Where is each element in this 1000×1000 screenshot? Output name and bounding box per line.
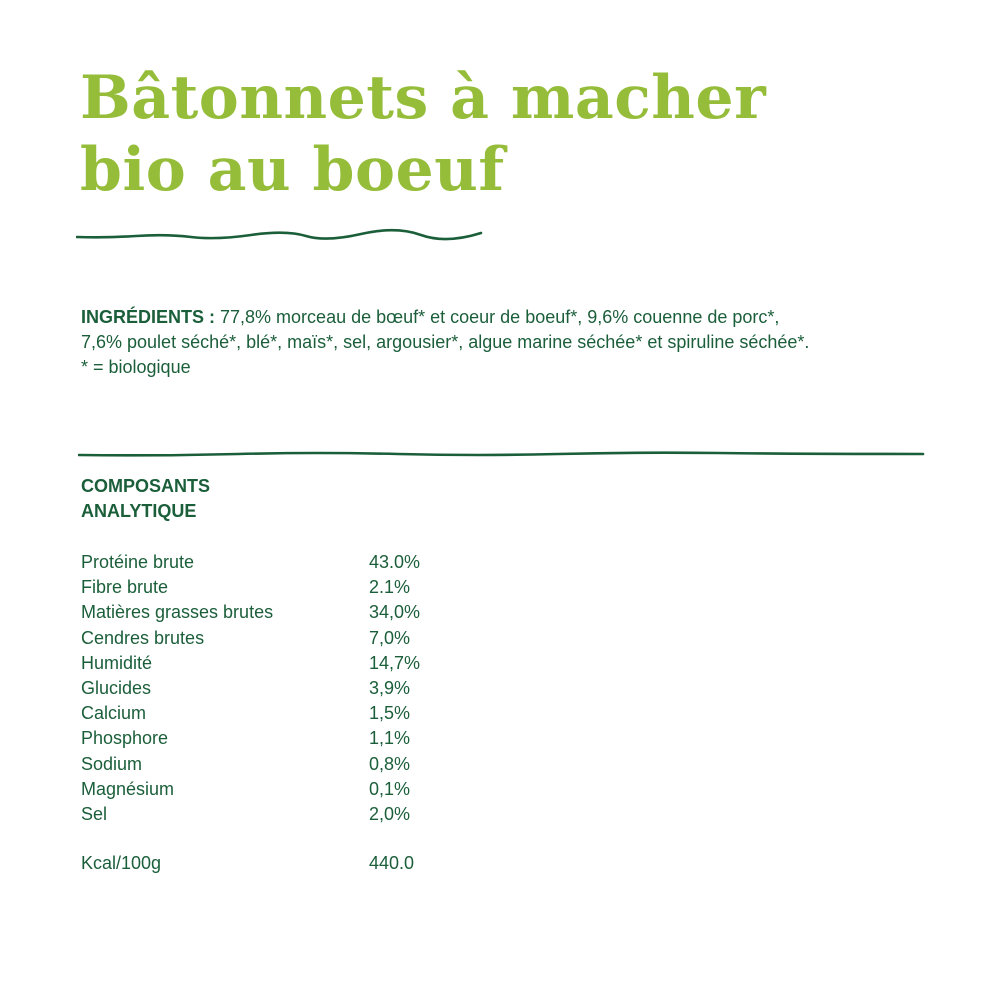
- analytics-row-name: Humidité: [81, 652, 153, 673]
- analytics-row-name: Cendres brutes: [81, 627, 205, 648]
- kcal-value: 440.0: [369, 853, 415, 873]
- analytics-row-name: Matières grasses brutes: [81, 602, 274, 623]
- analytics-row-value: 1,5%: [369, 703, 411, 724]
- product-title-line-2: bio au boeuf: [80, 135, 505, 205]
- analytics-row: [81, 600, 501, 625]
- analytics-row: [81, 575, 501, 600]
- analytics-row: [81, 777, 501, 802]
- ingredients-block: [81, 305, 941, 380]
- decorative-divider-middle: [78, 446, 928, 462]
- ingredients-line-1: [81, 305, 941, 330]
- analytics-row-value: 1,1%: [369, 728, 411, 749]
- analytics-row-name: Protéine brute: [81, 552, 195, 572]
- ingredients-line-2: 7,6% poulet séché*, blé*, maïs*, sel, argousier*, algue marine séchée* et spiruline séchée*.: [81, 332, 810, 352]
- analytics-row-value: 14,7%: [369, 652, 421, 673]
- kcal-row: [81, 851, 414, 876]
- product-title: [80, 62, 766, 206]
- decorative-divider-top: [76, 226, 486, 244]
- analytics-section-title: [81, 474, 210, 524]
- analytics-row-value: 34,0%: [369, 602, 421, 623]
- analytics-row-value: 2.1%: [369, 577, 411, 598]
- analytics-row-name: Phosphore: [81, 728, 169, 749]
- analytics-row: [81, 676, 501, 701]
- analytics-row-value: 7,0%: [369, 627, 411, 648]
- analytics-row-name: Glucides: [81, 677, 152, 698]
- analytics-row-name: Sodium: [81, 753, 143, 774]
- analytics-title-line-1: COMPOSANTS: [81, 476, 211, 496]
- analytics-row: [81, 626, 501, 651]
- analytics-row-value: 0,8%: [369, 753, 411, 774]
- product-title-line-1: Bâtonnets à macher: [80, 63, 767, 133]
- analytics-row-value: 0,1%: [369, 778, 411, 799]
- analytics-title-line-2: ANALYTIQUE: [81, 501, 197, 521]
- kcal-label: Kcal/100g: [81, 853, 162, 873]
- analytics-row: [81, 701, 501, 726]
- ingredients-label: INGRÉDIENTS :: [81, 307, 216, 327]
- analytics-row-name: Fibre brute: [81, 577, 169, 598]
- analytics-row-value: 2,0%: [369, 803, 411, 824]
- analytics-row: [81, 726, 501, 751]
- analytics-table: [81, 550, 501, 827]
- analytics-row-name: Magnésium: [81, 778, 175, 799]
- analytics-row: [81, 651, 501, 676]
- analytics-row-value: 3,9%: [369, 677, 411, 698]
- analytics-row: [81, 802, 501, 827]
- analytics-row: [81, 752, 501, 777]
- analytics-row-name: Calcium: [81, 703, 147, 724]
- ingredients-text-1: 77,8% morceau de bœuf* et coeur de boeuf*, 9,6% couenne de porc*,: [215, 307, 780, 327]
- analytics-row-name: Sel: [81, 803, 108, 824]
- analytics-row: [81, 550, 501, 575]
- ingredients-footnote: * = biologique: [81, 357, 191, 377]
- analytics-row-value: 43.0%: [369, 552, 421, 572]
